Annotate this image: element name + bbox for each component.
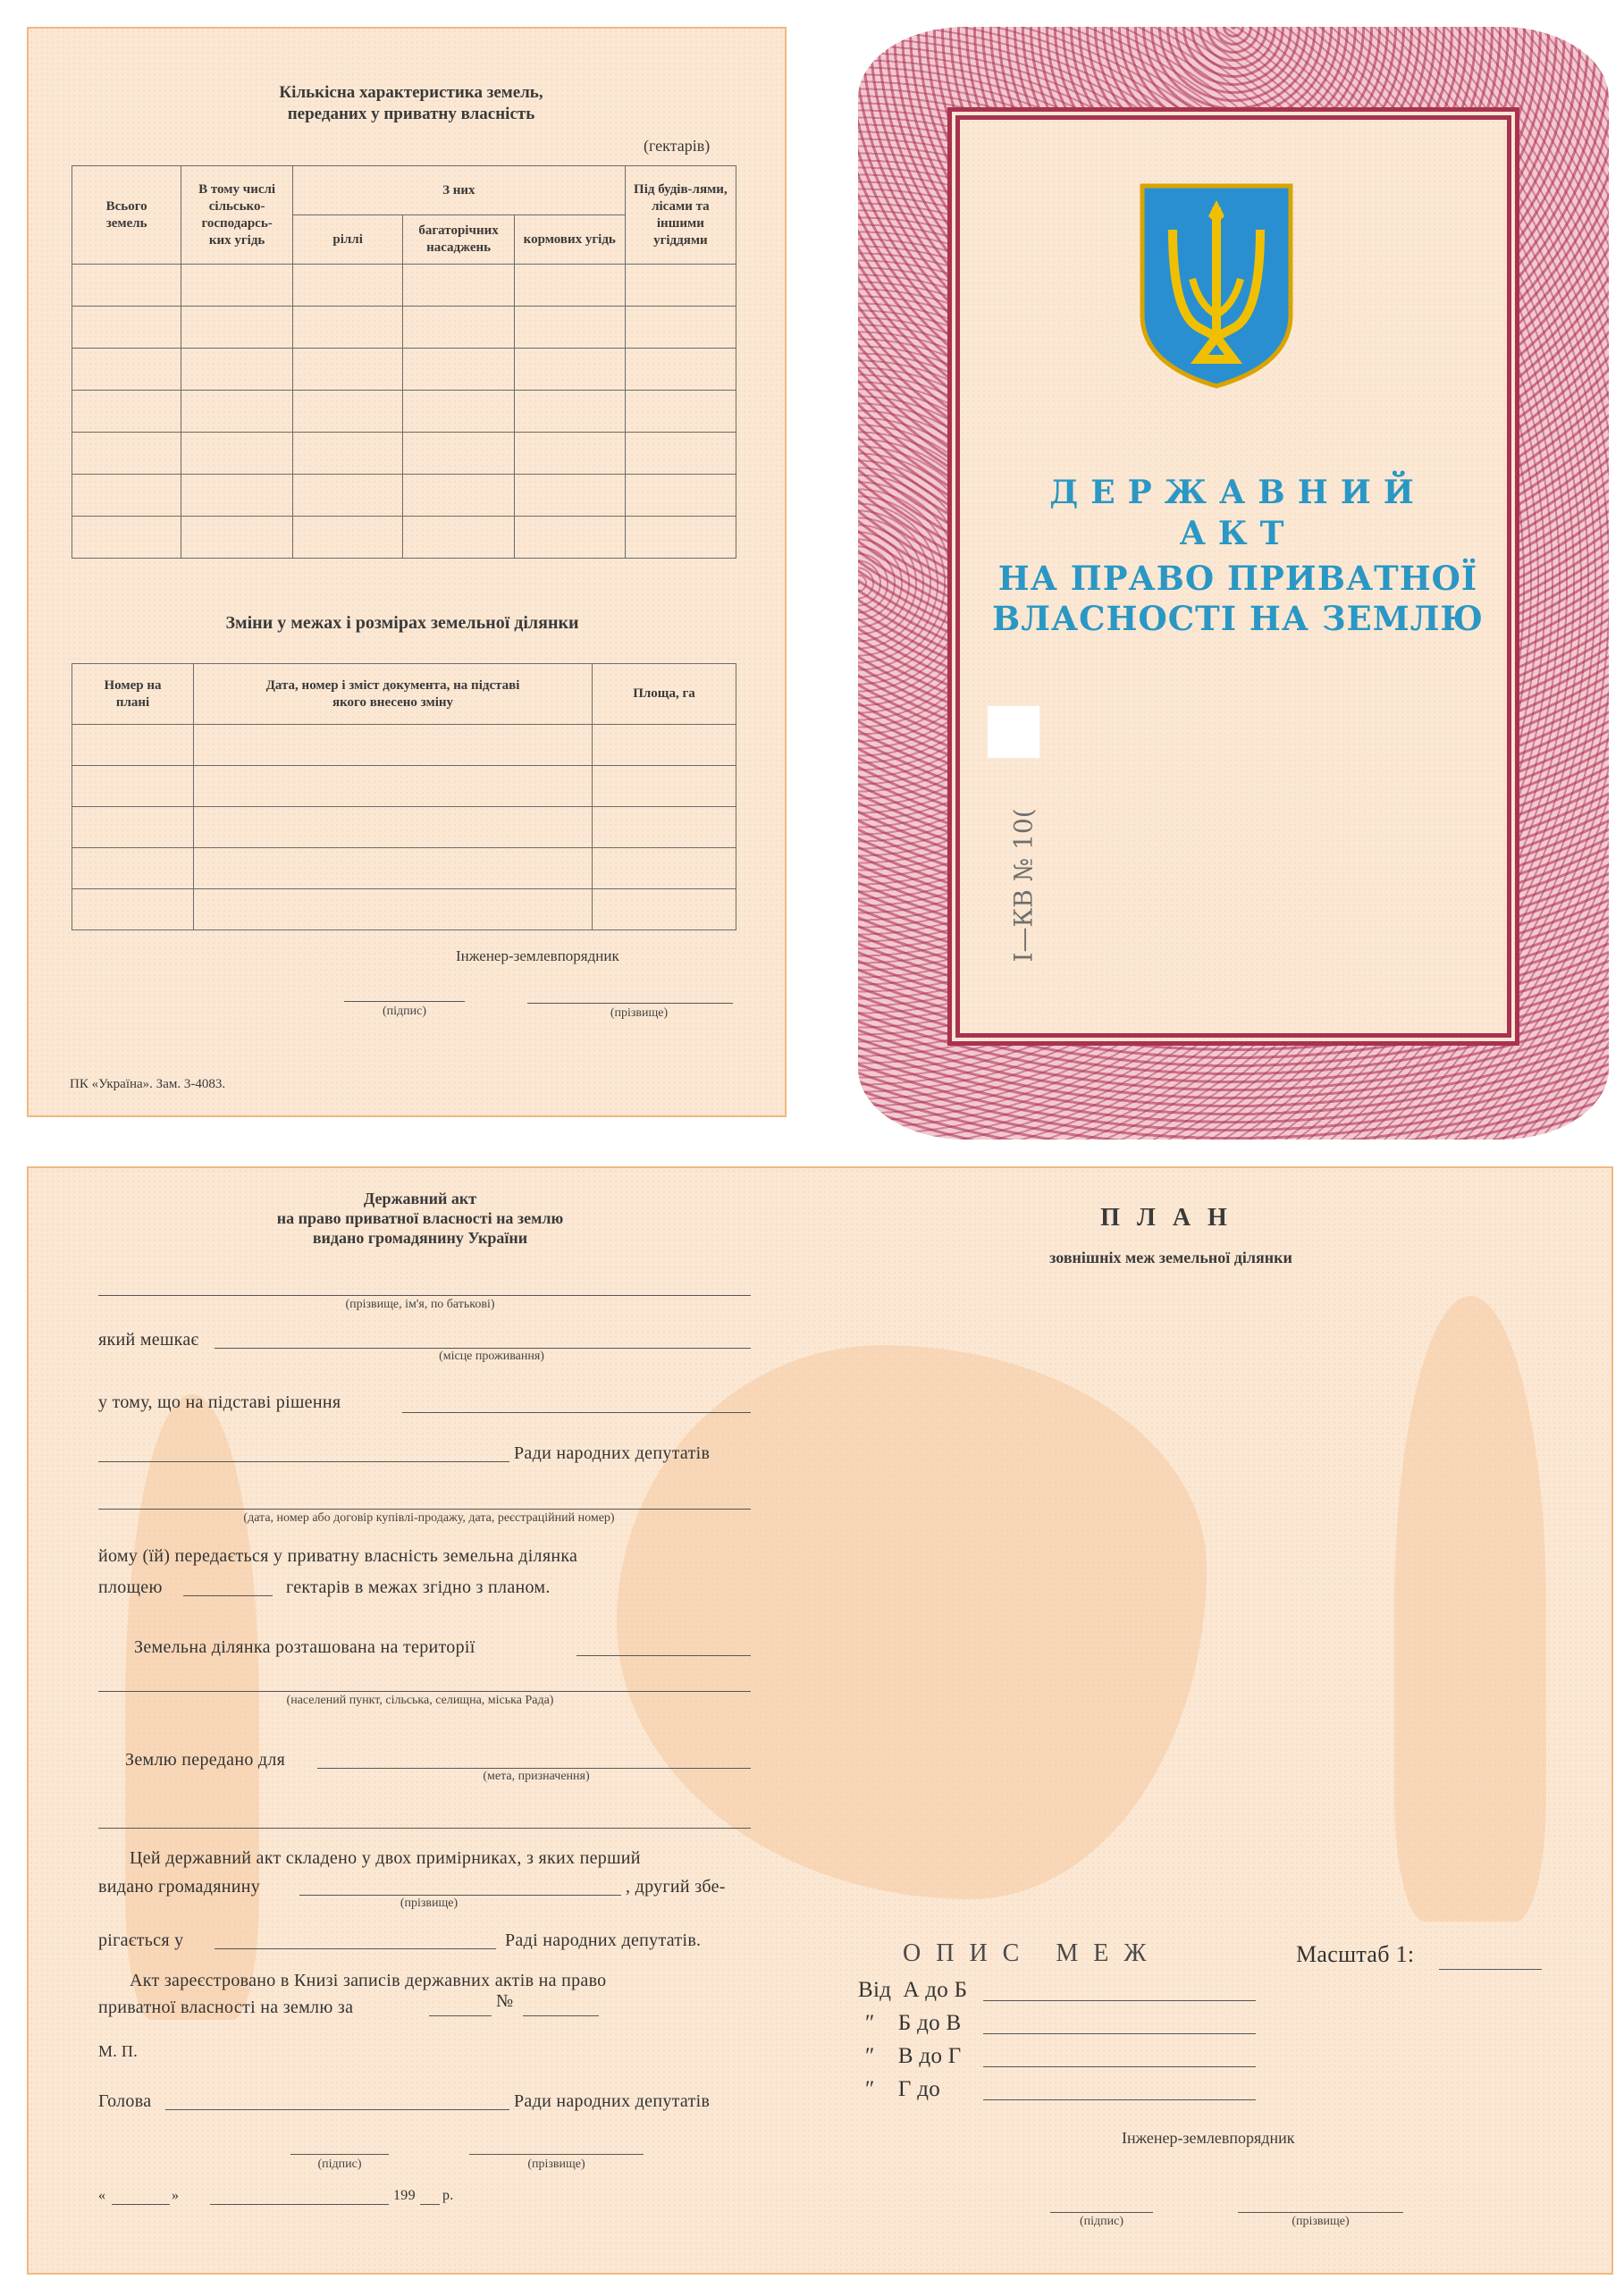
- head-surname-caption: (прізвище): [527, 2158, 585, 2171]
- territory-line: [576, 1655, 751, 1656]
- qty-header-perennial: багаторічних насаджень: [418, 223, 499, 255]
- based-on-label: у тому, що на підставі рішення: [98, 1392, 341, 1412]
- head-signature-caption: (підпис): [317, 2158, 362, 2171]
- table-row: [72, 307, 736, 349]
- printer-imprint: ПК «Україна». Зам. 3-4083.: [70, 1077, 226, 1091]
- scale-line: [1439, 1969, 1542, 1970]
- kept-line: [215, 1948, 496, 1949]
- changes-table: [72, 663, 736, 930]
- kept-post-label: Раді народних депутатів.: [505, 1930, 702, 1950]
- wheat-ear-right-watermark: [1394, 1296, 1546, 1922]
- act-heading-3: видано громадянину України: [312, 1229, 528, 1247]
- purpose-line: [317, 1768, 751, 1769]
- head-signature-line: [290, 2154, 389, 2155]
- issued-caption: (прізвище): [400, 1897, 459, 1910]
- act-heading: [206, 1189, 635, 1248]
- qty-header-other: Під будів-лями, лісами та іншими угіддями: [634, 181, 728, 248]
- lives-label: який мешкає: [98, 1330, 199, 1350]
- trident-coat-of-arms-icon: [1137, 181, 1296, 391]
- head-label: Голова: [98, 2091, 152, 2111]
- plan-title: П Л А Н: [1100, 1204, 1233, 1232]
- registered-label: Акт зареєстровано в Книзі записів державних актів на право: [130, 1971, 607, 1990]
- qty-title-line1: Кількісна характеристика земель,: [279, 83, 543, 102]
- qty-header-forage: кормових угідь: [523, 231, 616, 247]
- scale-label: Масштаб 1:: [1296, 1941, 1415, 1967]
- date-close-quote: »: [172, 2188, 180, 2203]
- qty-header-arable: ріллі: [332, 231, 363, 247]
- table-row: [72, 848, 736, 889]
- copies-label: Цей державний акт складено у двох примірниках, з яких перший: [130, 1848, 641, 1868]
- boundary-line-2: [983, 2066, 1256, 2067]
- year-suffix: р.: [442, 2188, 454, 2203]
- name-line: [98, 1295, 751, 1296]
- located-label: Земельна ділянка розташована на території: [134, 1637, 475, 1657]
- boundary-line-0: [983, 2000, 1256, 2001]
- changes-header-plan-no: Номер на плані: [104, 677, 162, 710]
- act-heading-1: Державний акт: [363, 1190, 477, 1207]
- boundary-line-3: [983, 2099, 1256, 2100]
- act-heading-2: на право приватної власності на землю: [276, 1209, 564, 1227]
- changes-header-area: Площа, га: [633, 686, 695, 701]
- table-row: [72, 349, 736, 391]
- changes-header-doc: Дата, номер і зміст документа, на підставі якого внесено зміну: [265, 677, 520, 710]
- registered2-label: приватної власності на землю за: [98, 1998, 354, 2017]
- date-open-quote: «: [98, 2188, 106, 2203]
- year-label: 199: [393, 2188, 416, 2203]
- boundary-row-0: Від А до Б: [858, 1978, 968, 2002]
- num-label: №: [496, 1991, 514, 2011]
- qty-header-of-them: З них: [442, 182, 475, 198]
- plan-signature-line: [1050, 2212, 1153, 2213]
- qty-header-total: Всього земель: [105, 198, 147, 231]
- qty-title-line2: переданих у приватну власність: [287, 105, 535, 123]
- date-month-line: [210, 2204, 389, 2205]
- plan-signature-caption: (підпис): [1079, 2215, 1124, 2228]
- qty-header-agri: В тому числі сільсько-господарсь-ких угідь: [198, 181, 276, 248]
- name-caption: (прізвище, ім'я, по батькові): [345, 1298, 495, 1311]
- signature-caption: (підпис): [382, 1005, 427, 1018]
- units-label: (гектарів): [644, 137, 711, 155]
- issued-pre-label: видано громадянину: [98, 1877, 261, 1897]
- plan-subtitle: зовнішніх меж земельної ділянки: [1049, 1249, 1292, 1266]
- date-caption: (дата, номер або договір купівлі-продажу, дата, реєстраційний номер): [243, 1511, 615, 1525]
- boundary-line-1: [983, 2033, 1256, 2034]
- cover-serial: I—КВ № 10(: [1008, 808, 1039, 963]
- plan-surname-caption: (прізвище): [1292, 2215, 1350, 2228]
- head-line: [165, 2109, 509, 2110]
- cover-title-3: НА ПРАВО ПРИВАТНОЇ: [997, 559, 1478, 598]
- table-row: [72, 391, 736, 433]
- date-day-line: [112, 2204, 170, 2205]
- cover-title-4: ВЛАСНОСТІ НА ЗЕМЛЮ: [991, 599, 1485, 638]
- decision-line: [402, 1412, 751, 1413]
- qty-title: [161, 82, 661, 125]
- redacted-box: [988, 706, 1039, 758]
- purpose-label: Землю передано для: [125, 1750, 286, 1770]
- kept-pre-label: рігається у: [98, 1930, 184, 1950]
- surname-line: [527, 1003, 733, 1004]
- mp-label: М. П.: [98, 2042, 139, 2060]
- area-pre-label: площею: [98, 1577, 163, 1597]
- head-surname-line: [469, 2154, 644, 2155]
- signature-line: [344, 1001, 465, 1002]
- table-row: [72, 766, 736, 807]
- issued-post-label: , другий збе-: [626, 1877, 726, 1897]
- table-row: [72, 807, 736, 848]
- locality-caption: (населений пункт, сільська, селищна, міська Рада): [286, 1694, 554, 1707]
- year-line: [420, 2204, 440, 2205]
- residence-line: [215, 1348, 751, 1349]
- boundaries-title: О П И С М Е Ж: [903, 1939, 1151, 1967]
- purpose-line-2: [98, 1828, 751, 1829]
- cover-title-2: АКТ: [1179, 515, 1297, 552]
- boundary-row-1: ″ Б до В: [865, 2011, 962, 2035]
- plan-surname-line: [1238, 2212, 1403, 2213]
- cover-title-1: ДЕРЖАВНИЙ: [1049, 474, 1426, 511]
- table-row: [72, 265, 736, 307]
- head-council-label: Ради народних депутатів: [514, 2091, 711, 2111]
- surname-caption: (прізвище): [610, 1006, 669, 1020]
- table-row: [72, 475, 736, 517]
- registered-date-line: [429, 2015, 492, 2016]
- issued-line: [299, 1895, 621, 1896]
- table-row: [72, 725, 736, 766]
- residence-caption: (місце проживання): [439, 1350, 544, 1363]
- date-line: [98, 1509, 751, 1510]
- transferred-label: йому (їй) передається у приватну власність земельна ділянка: [98, 1546, 578, 1566]
- table-row: [72, 517, 736, 559]
- changes-title: Зміни у межах і розмірах земельної ділянки: [225, 613, 579, 633]
- boundary-row-2: ″ В до Г: [865, 2044, 962, 2068]
- registered-num-line: [523, 2015, 599, 2016]
- area-post-label: гектарів в межах згідно з планом.: [286, 1577, 551, 1597]
- council-line: [98, 1461, 509, 1462]
- locality-line: [98, 1691, 751, 1692]
- qty-table: [72, 165, 736, 559]
- table-row: [72, 889, 736, 930]
- purpose-caption: (мета, призначення): [483, 1770, 590, 1783]
- plan-engineer-label: Інженер-землевпорядник: [1122, 2129, 1295, 2147]
- boundary-row-3: ″ Г до: [865, 2077, 941, 2101]
- engineer-label: Інженер-землевпорядник: [456, 947, 619, 964]
- council-label: Ради народних депутатів: [514, 1443, 711, 1463]
- table-row: [72, 433, 736, 475]
- area-line: [183, 1595, 273, 1596]
